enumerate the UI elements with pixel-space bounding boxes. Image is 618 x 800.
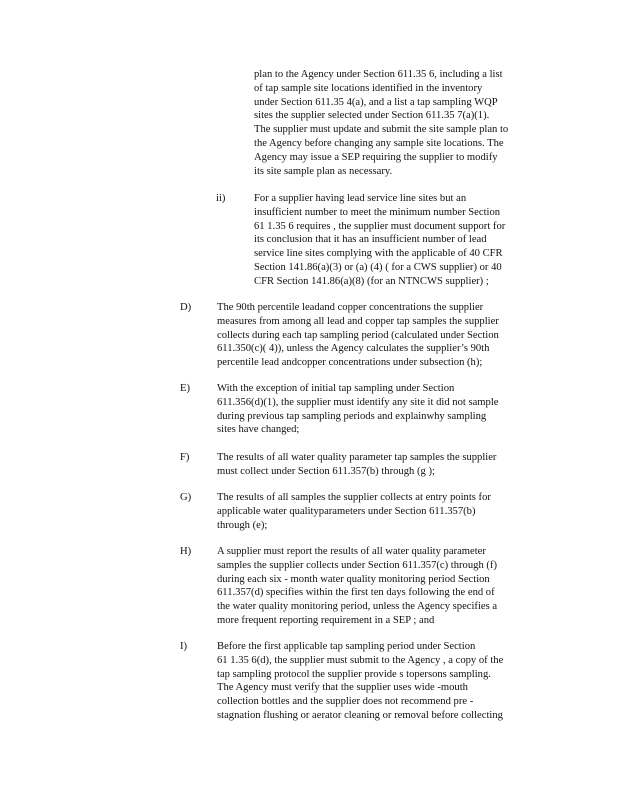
text-line: sites the supplier selected under Section 611.35 7(a)(1). bbox=[254, 110, 490, 122]
text-line: measures from among all lead and copper tap samples the supplier bbox=[217, 315, 499, 327]
item-label-e: E) bbox=[180, 383, 190, 394]
text-line: its site sample plan as necessary. bbox=[254, 165, 393, 177]
text-line: For a supplier having lead service line sites but an bbox=[254, 193, 467, 204]
text-line: its conclusion that it has an insufficient number of lead bbox=[254, 234, 487, 246]
item-label-h: H) bbox=[180, 546, 192, 557]
text-line: CFR Section 141.86(a)(8) (for an NTNCWS supplier) ; bbox=[254, 275, 489, 287]
item-label-g: G) bbox=[180, 492, 192, 503]
text-line: With the exception of initial tap sampling under Section bbox=[217, 383, 455, 394]
text-line: service line sites complying with the applicable of 40 CFR bbox=[254, 248, 503, 260]
text-line: 611.357(d) specifies within the first ten days following the end of bbox=[217, 587, 495, 599]
item-label-i: I) bbox=[180, 641, 188, 652]
text-line: must collect under Section 611.357(b) through (g ); bbox=[217, 465, 435, 477]
text-line: The results of all samples the supplier collects at entry points for bbox=[217, 492, 491, 503]
text-line: samples the supplier collects under Section 611.357(c) through (f) bbox=[217, 559, 497, 571]
text-line: The supplier must update and submit the site sample plan to bbox=[254, 124, 509, 136]
text-line: 611.356(d)(1), the supplier must identify any site it did not sample bbox=[217, 396, 499, 408]
text-line: Section 141.86(a)(3) or (a) (4) ( for a CWS supplier) or 40 bbox=[254, 262, 502, 273]
item-label-f: F) bbox=[180, 452, 190, 463]
text-line: 61 1.35 6 requires , the supplier must document support for bbox=[254, 220, 506, 232]
text-line: more frequent reporting requirement in a SEP ; and bbox=[217, 615, 435, 626]
text-line: through (e); bbox=[217, 519, 268, 531]
text-line: tap sampling protocol the supplier provide s topersons sampling. bbox=[217, 668, 491, 680]
text-line: The results of all water quality parameter tap samples the supplier bbox=[217, 452, 497, 463]
text-line: collects during each tap sampling period (calculated under Section bbox=[217, 329, 499, 341]
text-line: plan to the Agency under Section 611.35 6, including a list bbox=[254, 69, 503, 80]
text-line: during each six - month water quality monitoring period Section bbox=[217, 573, 490, 585]
text-line: sites have changed; bbox=[217, 424, 300, 436]
item-label-d: D) bbox=[180, 302, 192, 313]
item-label-ii: ii) bbox=[216, 193, 226, 204]
text-line: Before the first applicable tap sampling period under Section bbox=[217, 641, 476, 652]
text-line: collection bottles and the supplier does not recommend pre - bbox=[217, 696, 474, 708]
text-line: The 90th percentile leadand copper concentrations the supplier bbox=[217, 302, 484, 313]
text-line: during previous tap sampling periods and explainwhy sampling bbox=[217, 410, 487, 422]
text-line: of tap sample site locations identified in the inventory bbox=[254, 82, 483, 94]
text-line: percentile lead andcopper concentrations under subsection (h); bbox=[217, 357, 483, 369]
text-line: applicable water qualityparameters under Section 611.357(b) bbox=[217, 505, 476, 517]
text-line: 611.350(c)( 4)), unless the Agency calculates the supplier’s 90th bbox=[217, 343, 490, 355]
text-line: The Agency must verify that the supplier uses wide -mouth bbox=[217, 682, 468, 694]
text-line: 61 1.35 6(d), the supplier must submit to the Agency , a copy of the bbox=[217, 654, 504, 666]
text-line: the Agency before changing any sample site locations. The bbox=[254, 138, 504, 149]
text-line: under Section 611.35 4(a), and a list a tap sampling WQP bbox=[254, 96, 498, 108]
text-line: stagnation flushing or aerator cleaning or removal before collecting bbox=[217, 710, 503, 721]
text-line: the water quality monitoring period, unless the Agency specifies a bbox=[217, 601, 498, 613]
text-line: Agency may issue a SEP requiring the supplier to modify bbox=[254, 151, 498, 163]
text-line: A supplier must report the results of all water quality parameter bbox=[217, 546, 486, 557]
text-line: insufficient number to meet the minimum number Section bbox=[254, 206, 501, 218]
